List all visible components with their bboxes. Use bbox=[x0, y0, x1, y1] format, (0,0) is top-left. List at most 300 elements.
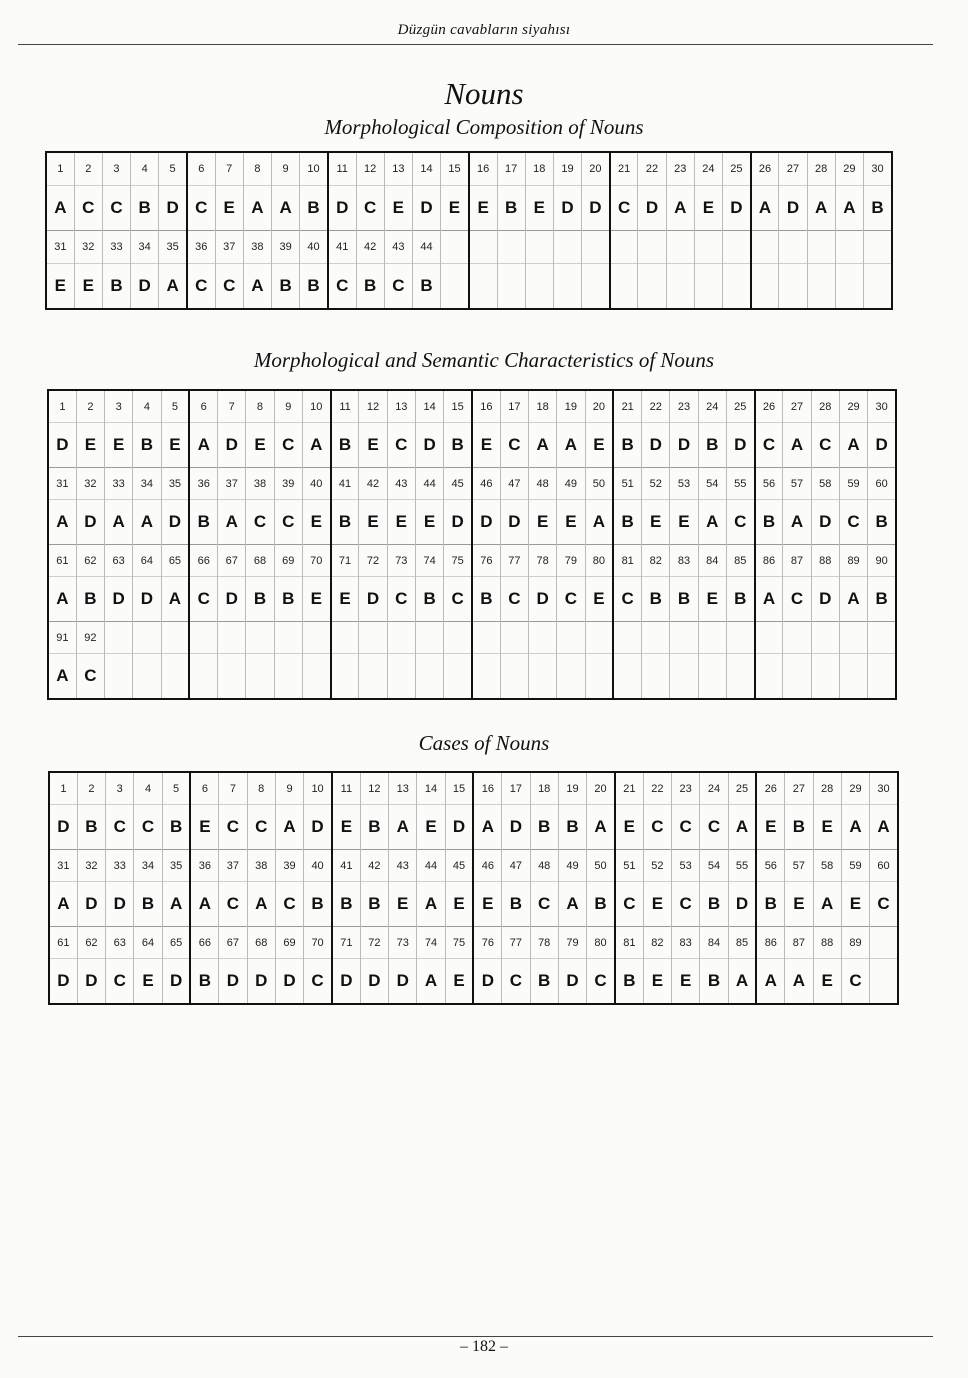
question-number-cell: 55 bbox=[728, 850, 756, 882]
question-number-cell: 91 bbox=[48, 622, 76, 654]
answer-cell: D bbox=[359, 577, 387, 622]
answer-cell: A bbox=[751, 186, 779, 231]
answer-cell: A bbox=[698, 500, 726, 545]
answer-cell: E bbox=[529, 500, 557, 545]
question-number-cell: 87 bbox=[783, 545, 811, 577]
answer-cell: D bbox=[642, 423, 670, 468]
question-number-row bbox=[49, 927, 898, 959]
answer-cell: E bbox=[190, 805, 218, 850]
question-number-cell: 61 bbox=[48, 545, 76, 577]
question-number-cell: 26 bbox=[756, 772, 784, 805]
answer-cell bbox=[670, 654, 698, 700]
answer-cell: E bbox=[302, 500, 330, 545]
answer-cell: C bbox=[643, 805, 671, 850]
answer-row bbox=[48, 654, 896, 700]
answer-cell: D bbox=[159, 186, 187, 231]
question-number-cell: 11 bbox=[332, 772, 360, 805]
question-number-cell: 83 bbox=[670, 545, 698, 577]
answer-cell: D bbox=[389, 959, 417, 1005]
question-number-cell: 58 bbox=[811, 468, 839, 500]
page-number: – 182 – bbox=[460, 1338, 508, 1355]
answer-cell: C bbox=[76, 654, 104, 700]
answer-cell: E bbox=[74, 264, 102, 310]
answer-cell: C bbox=[587, 959, 615, 1005]
question-number-cell: 76 bbox=[473, 927, 501, 959]
answer-cell bbox=[218, 654, 246, 700]
answer-cell: D bbox=[162, 959, 190, 1005]
question-number-cell: 17 bbox=[502, 772, 530, 805]
answer-cell: D bbox=[133, 577, 161, 622]
answer-cell: E bbox=[585, 423, 613, 468]
question-number-cell: 77 bbox=[502, 927, 530, 959]
answer-cell: A bbox=[841, 805, 869, 850]
answer-cell: D bbox=[219, 959, 247, 1005]
question-number-cell: 8 bbox=[243, 152, 271, 186]
answer-cell: C bbox=[215, 264, 243, 310]
question-number-cell: 4 bbox=[133, 390, 161, 423]
question-number-cell: 44 bbox=[417, 850, 445, 882]
question-number-cell: 53 bbox=[670, 468, 698, 500]
question-number-cell: 12 bbox=[360, 772, 388, 805]
answer-cell bbox=[807, 264, 835, 310]
answer-cell: B bbox=[300, 186, 328, 231]
answer-cell: D bbox=[131, 264, 159, 310]
answer-cell: E bbox=[389, 882, 417, 927]
question-number-cell: 72 bbox=[359, 545, 387, 577]
answer-cell: E bbox=[472, 423, 500, 468]
question-number-cell: 78 bbox=[530, 927, 558, 959]
question-number-cell: 28 bbox=[811, 390, 839, 423]
question-number-cell: 48 bbox=[530, 850, 558, 882]
question-number-row bbox=[46, 231, 892, 264]
question-number-cell: 60 bbox=[868, 468, 896, 500]
question-number-cell bbox=[444, 622, 472, 654]
question-number-cell: 31 bbox=[48, 468, 76, 500]
question-number-cell bbox=[472, 622, 500, 654]
answer-row bbox=[46, 264, 892, 310]
answer-cell bbox=[529, 654, 557, 700]
answer-cell: D bbox=[473, 959, 501, 1005]
question-number-cell: 29 bbox=[839, 390, 867, 423]
question-number-cell bbox=[500, 622, 528, 654]
answer-cell: D bbox=[106, 882, 134, 927]
answer-cell: D bbox=[811, 577, 839, 622]
answer-cell: B bbox=[300, 264, 328, 310]
answer-cell: C bbox=[613, 577, 641, 622]
answer-cell: B bbox=[134, 882, 162, 927]
question-number-cell: 1 bbox=[46, 152, 74, 186]
question-number-cell: 82 bbox=[643, 927, 671, 959]
answer-cell: A bbox=[190, 882, 218, 927]
question-number-cell: 75 bbox=[444, 545, 472, 577]
question-number-row bbox=[49, 850, 898, 882]
answer-cell: B bbox=[863, 186, 892, 231]
question-number-cell: 53 bbox=[672, 850, 700, 882]
answer-cell: B bbox=[162, 805, 190, 850]
question-number-cell: 45 bbox=[445, 850, 473, 882]
answer-cell: E bbox=[215, 186, 243, 231]
answer-cell: E bbox=[672, 959, 700, 1005]
answer-cell: B bbox=[755, 500, 783, 545]
answer-cell: B bbox=[444, 423, 472, 468]
question-number-cell bbox=[613, 622, 641, 654]
answer-cell: E bbox=[756, 805, 784, 850]
question-number-cell: 69 bbox=[275, 927, 303, 959]
question-number-cell: 16 bbox=[473, 772, 501, 805]
answer-cell: D bbox=[529, 577, 557, 622]
answer-cell: E bbox=[445, 959, 473, 1005]
question-number-cell: 71 bbox=[331, 545, 359, 577]
answer-cell: A bbox=[49, 882, 77, 927]
answer-cell: B bbox=[190, 959, 218, 1005]
header-rule bbox=[18, 44, 933, 45]
answer-cell: E bbox=[785, 882, 813, 927]
question-number-cell: 23 bbox=[670, 390, 698, 423]
question-number-cell: 50 bbox=[587, 850, 615, 882]
answer-cell: B bbox=[412, 264, 440, 310]
answer-cell: C bbox=[247, 805, 275, 850]
question-number-cell: 49 bbox=[558, 850, 586, 882]
answer-cell: C bbox=[811, 423, 839, 468]
answer-cell: D bbox=[218, 577, 246, 622]
question-number-cell bbox=[779, 231, 807, 264]
answer-cell bbox=[441, 264, 469, 310]
answer-cell: A bbox=[807, 186, 835, 231]
answer-cell: A bbox=[161, 577, 189, 622]
answer-cell: A bbox=[839, 577, 867, 622]
answer-cell: C bbox=[444, 577, 472, 622]
answer-cell bbox=[585, 654, 613, 700]
answer-cell bbox=[694, 264, 722, 310]
answer-cell: C bbox=[106, 959, 134, 1005]
question-number-cell: 2 bbox=[77, 772, 105, 805]
answer-cell: B bbox=[613, 500, 641, 545]
answer-cell: E bbox=[525, 186, 553, 231]
answer-cell: B bbox=[131, 186, 159, 231]
answer-cell: C bbox=[610, 186, 638, 231]
question-number-cell bbox=[497, 231, 525, 264]
question-number-cell: 66 bbox=[190, 927, 218, 959]
answer-cell: C bbox=[500, 577, 528, 622]
answer-cell: D bbox=[779, 186, 807, 231]
answer-table-morphological-semantic bbox=[47, 389, 897, 700]
answer-cell bbox=[666, 264, 694, 310]
question-number-cell: 67 bbox=[219, 927, 247, 959]
answer-cell: E bbox=[694, 186, 722, 231]
page-title: Nouns bbox=[444, 76, 524, 111]
question-number-cell: 35 bbox=[161, 468, 189, 500]
question-number-cell: 26 bbox=[751, 152, 779, 186]
question-number-cell bbox=[751, 231, 779, 264]
answer-cell: D bbox=[218, 423, 246, 468]
question-number-cell: 1 bbox=[49, 772, 77, 805]
question-number-cell: 27 bbox=[783, 390, 811, 423]
question-number-cell: 66 bbox=[189, 545, 217, 577]
section-title-morphological-semantic: Morphological and Semantic Characteristics of Nouns bbox=[253, 348, 715, 372]
answer-cell: D bbox=[328, 186, 356, 231]
question-number-cell: 50 bbox=[585, 468, 613, 500]
answer-cell bbox=[811, 654, 839, 700]
question-number-cell: 18 bbox=[529, 390, 557, 423]
answer-cell: D bbox=[502, 805, 530, 850]
question-number-row bbox=[49, 772, 898, 805]
question-number-cell: 87 bbox=[785, 927, 813, 959]
question-number-cell: 75 bbox=[445, 927, 473, 959]
answer-cell: A bbox=[783, 423, 811, 468]
answer-cell: A bbox=[133, 500, 161, 545]
question-number-cell bbox=[189, 622, 217, 654]
question-number-cell: 64 bbox=[134, 927, 162, 959]
answer-cell: D bbox=[77, 882, 105, 927]
question-number-cell: 51 bbox=[613, 468, 641, 500]
answer-cell: A bbox=[302, 423, 330, 468]
question-number-cell: 51 bbox=[615, 850, 643, 882]
question-number-cell: 90 bbox=[868, 545, 896, 577]
question-number-cell: 38 bbox=[243, 231, 271, 264]
question-number-cell: 71 bbox=[332, 927, 360, 959]
answer-cell: A bbox=[870, 805, 898, 850]
running-head: Düzgün cavabların siyahısı bbox=[397, 22, 571, 38]
section-title-morphological-composition: Morphological Composition of Nouns bbox=[324, 115, 644, 139]
question-number-cell: 15 bbox=[445, 772, 473, 805]
answer-cell: E bbox=[46, 264, 74, 310]
question-number-cell: 45 bbox=[444, 468, 472, 500]
answer-cell: D bbox=[77, 959, 105, 1005]
answer-cell: B bbox=[726, 577, 754, 622]
answer-cell: B bbox=[530, 805, 558, 850]
answer-cell: C bbox=[726, 500, 754, 545]
answer-cell: D bbox=[444, 500, 472, 545]
answer-cell bbox=[868, 654, 896, 700]
question-number-cell: 70 bbox=[302, 545, 330, 577]
answer-cell: B bbox=[502, 882, 530, 927]
question-number-cell: 62 bbox=[76, 545, 104, 577]
question-number-cell: 14 bbox=[415, 390, 443, 423]
answer-cell: B bbox=[331, 500, 359, 545]
question-number-cell: 4 bbox=[131, 152, 159, 186]
question-number-cell bbox=[755, 622, 783, 654]
answer-cell bbox=[779, 264, 807, 310]
question-number-cell: 12 bbox=[356, 152, 384, 186]
answer-cell: B bbox=[868, 500, 896, 545]
answer-cell: C bbox=[755, 423, 783, 468]
answer-cell: C bbox=[384, 264, 412, 310]
question-number-cell: 56 bbox=[755, 468, 783, 500]
question-number-cell: 6 bbox=[189, 390, 217, 423]
answer-cell: E bbox=[473, 882, 501, 927]
question-number-cell: 35 bbox=[162, 850, 190, 882]
question-number-cell bbox=[863, 231, 892, 264]
question-number-cell bbox=[331, 622, 359, 654]
question-number-cell: 44 bbox=[412, 231, 440, 264]
answer-cell bbox=[274, 654, 302, 700]
answer-cell: B bbox=[360, 882, 388, 927]
answer-row bbox=[46, 186, 892, 231]
question-number-cell: 76 bbox=[472, 545, 500, 577]
answer-cell: C bbox=[870, 882, 898, 927]
answer-cell: D bbox=[723, 186, 751, 231]
question-number-cell: 39 bbox=[272, 231, 300, 264]
answer-cell bbox=[863, 264, 892, 310]
answer-cell: D bbox=[360, 959, 388, 1005]
question-number-cell: 89 bbox=[841, 927, 869, 959]
answer-cell: E bbox=[585, 577, 613, 622]
question-number-cell: 85 bbox=[726, 545, 754, 577]
question-number-cell: 15 bbox=[441, 152, 469, 186]
answer-cell bbox=[189, 654, 217, 700]
answer-cell: C bbox=[672, 805, 700, 850]
answer-cell bbox=[870, 959, 898, 1005]
section-title-cases: Cases of Nouns bbox=[418, 731, 550, 755]
question-number-cell: 16 bbox=[469, 152, 497, 186]
question-number-cell: 18 bbox=[530, 772, 558, 805]
answer-table-cases bbox=[48, 771, 899, 1005]
question-number-row bbox=[48, 468, 896, 500]
answer-cell bbox=[500, 654, 528, 700]
question-number-cell: 13 bbox=[389, 772, 417, 805]
answer-cell: A bbox=[105, 500, 133, 545]
answer-cell bbox=[469, 264, 497, 310]
answer-table-morphological-composition bbox=[45, 151, 893, 310]
question-number-cell: 34 bbox=[134, 850, 162, 882]
answer-cell: E bbox=[642, 500, 670, 545]
answer-row bbox=[49, 882, 898, 927]
question-number-cell bbox=[161, 622, 189, 654]
question-number-cell: 41 bbox=[328, 231, 356, 264]
question-number-cell: 27 bbox=[779, 152, 807, 186]
answer-cell: D bbox=[105, 577, 133, 622]
answer-cell: B bbox=[102, 264, 130, 310]
answer-cell: B bbox=[530, 959, 558, 1005]
answer-cell bbox=[755, 654, 783, 700]
answer-cell: B bbox=[613, 423, 641, 468]
question-number-cell: 73 bbox=[387, 545, 415, 577]
question-number-cell: 21 bbox=[613, 390, 641, 423]
answer-cell bbox=[642, 654, 670, 700]
answer-cell: A bbox=[728, 805, 756, 850]
answer-cell: A bbox=[417, 882, 445, 927]
question-number-cell: 22 bbox=[643, 772, 671, 805]
answer-cell bbox=[415, 654, 443, 700]
answer-cell: C bbox=[187, 186, 215, 231]
question-number-cell: 25 bbox=[728, 772, 756, 805]
question-number-cell: 30 bbox=[863, 152, 892, 186]
answer-cell: B bbox=[272, 264, 300, 310]
question-number-cell: 54 bbox=[698, 468, 726, 500]
answer-cell bbox=[839, 654, 867, 700]
answer-cell bbox=[331, 654, 359, 700]
question-number-cell bbox=[302, 622, 330, 654]
answer-cell: D bbox=[638, 186, 666, 231]
answer-cell: B bbox=[76, 577, 104, 622]
question-number-row bbox=[48, 622, 896, 654]
answer-cell: D bbox=[811, 500, 839, 545]
answer-cell: E bbox=[813, 959, 841, 1005]
answer-cell: D bbox=[726, 423, 754, 468]
question-number-cell: 30 bbox=[870, 772, 898, 805]
question-number-cell: 68 bbox=[246, 545, 274, 577]
answer-cell: B bbox=[700, 959, 728, 1005]
question-number-cell: 25 bbox=[723, 152, 751, 186]
answer-row bbox=[48, 423, 896, 468]
answer-cell: B bbox=[587, 882, 615, 927]
answer-cell: C bbox=[783, 577, 811, 622]
answer-cell: B bbox=[868, 577, 896, 622]
answer-cell: B bbox=[497, 186, 525, 231]
question-number-cell: 25 bbox=[726, 390, 754, 423]
answer-cell: C bbox=[106, 805, 134, 850]
question-number-cell: 3 bbox=[106, 772, 134, 805]
answer-cell: A bbox=[389, 805, 417, 850]
answer-cell: C bbox=[356, 186, 384, 231]
answer-cell bbox=[472, 654, 500, 700]
answer-cell bbox=[610, 264, 638, 310]
answer-cell: E bbox=[698, 577, 726, 622]
answer-cell: B bbox=[756, 882, 784, 927]
question-number-cell bbox=[469, 231, 497, 264]
answer-cell: E bbox=[670, 500, 698, 545]
answer-cell: A bbox=[473, 805, 501, 850]
answer-cell: E bbox=[359, 423, 387, 468]
answer-cell: A bbox=[813, 882, 841, 927]
answer-cell bbox=[525, 264, 553, 310]
answer-cell: B bbox=[356, 264, 384, 310]
question-number-cell: 42 bbox=[356, 231, 384, 264]
answer-cell: A bbox=[558, 882, 586, 927]
question-number-cell: 22 bbox=[642, 390, 670, 423]
question-number-cell bbox=[274, 622, 302, 654]
answer-cell: C bbox=[219, 805, 247, 850]
answer-cell: B bbox=[698, 423, 726, 468]
question-number-cell: 1 bbox=[48, 390, 76, 423]
answer-cell bbox=[751, 264, 779, 310]
answer-cell: A bbox=[529, 423, 557, 468]
answer-cell: C bbox=[246, 500, 274, 545]
question-number-cell bbox=[582, 231, 610, 264]
answer-cell: C bbox=[839, 500, 867, 545]
answer-cell: C bbox=[672, 882, 700, 927]
answer-cell: B bbox=[472, 577, 500, 622]
question-number-cell: 12 bbox=[359, 390, 387, 423]
answer-cell: E bbox=[557, 500, 585, 545]
answer-cell: C bbox=[74, 186, 102, 231]
question-number-cell: 19 bbox=[558, 772, 586, 805]
answer-cell: E bbox=[643, 959, 671, 1005]
question-number-cell: 56 bbox=[756, 850, 784, 882]
answer-cell: E bbox=[384, 186, 412, 231]
question-number-cell bbox=[133, 622, 161, 654]
answer-cell: E bbox=[331, 577, 359, 622]
answer-cell: D bbox=[500, 500, 528, 545]
answer-cell: E bbox=[415, 500, 443, 545]
answer-cell: C bbox=[275, 882, 303, 927]
answer-cell: E bbox=[841, 882, 869, 927]
question-number-cell: 70 bbox=[304, 927, 332, 959]
answer-cell: C bbox=[328, 264, 356, 310]
answer-cell: C bbox=[274, 423, 302, 468]
question-number-cell: 63 bbox=[106, 927, 134, 959]
answer-row bbox=[49, 959, 898, 1005]
question-number-cell: 85 bbox=[728, 927, 756, 959]
answer-row bbox=[48, 577, 896, 622]
question-number-cell: 32 bbox=[77, 850, 105, 882]
answer-cell bbox=[835, 264, 863, 310]
answer-cell: A bbox=[46, 186, 74, 231]
answer-cell: E bbox=[441, 186, 469, 231]
question-number-cell: 86 bbox=[755, 545, 783, 577]
question-number-cell: 49 bbox=[557, 468, 585, 500]
question-number-cell: 11 bbox=[331, 390, 359, 423]
